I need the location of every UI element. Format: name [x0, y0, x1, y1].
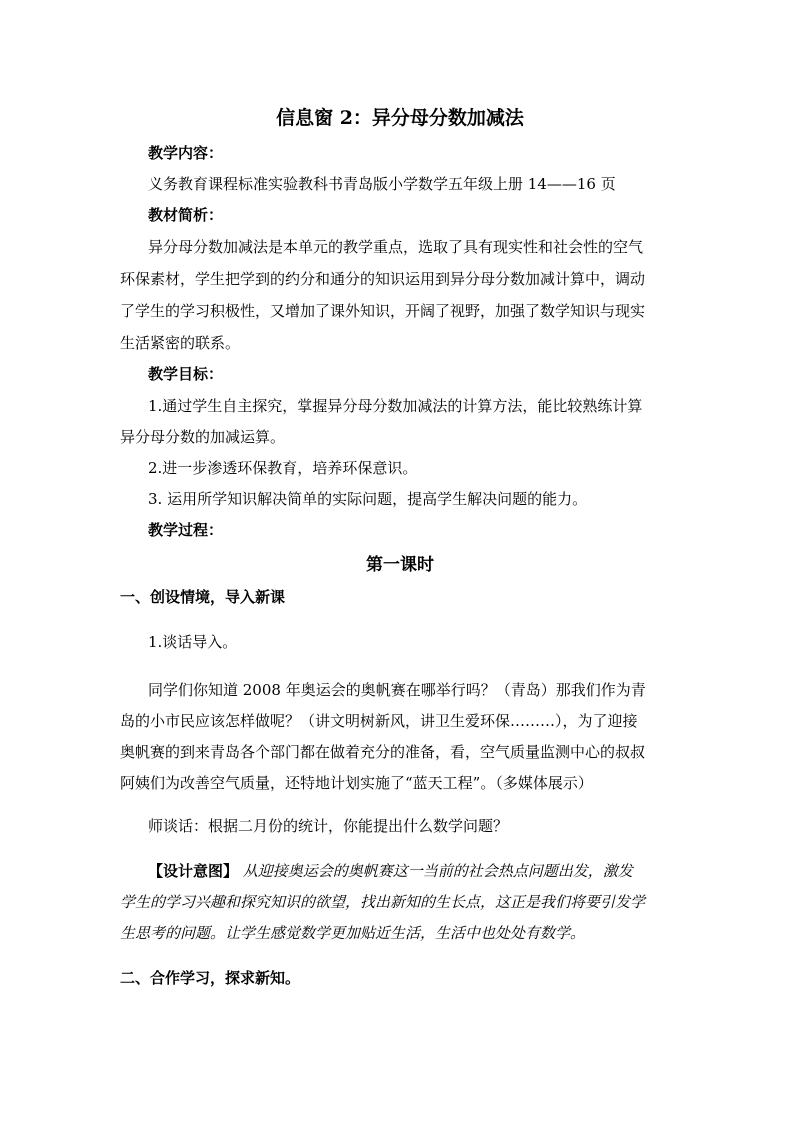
dialog-line: 奥帆赛的到来青岛各个部门都在做着充分的准备，看，空气质量监测中心的叔叔 [120, 743, 646, 761]
analysis-line: 了学生的学习积极性，又增加了课外知识，开阔了视野，加强了数学知识与现实 [120, 302, 646, 320]
analysis-line: 环保素材，学生把学到的约分和通分的知识运用到异分母分数加减计算中，调动 [120, 270, 646, 288]
goal-3: 3. 运用所学知识解决简单的实际问题，提高学生解决问题的能力。 [148, 490, 588, 508]
content-text: 义务教育课程标准实验教科书青岛版小学数学五年级上册 14——16 页 [148, 175, 616, 193]
goals-heading: 教学目标： [148, 365, 224, 383]
design-intent-tag: 【设计意图】 [148, 862, 239, 880]
document-title: 信息窗 2：异分母分数加减法 [276, 107, 524, 129]
design-intent-text: 从迎接奥运会的奥帆赛这一当前的社会热点问题出发，激发 [242, 862, 633, 880]
goal-1-line: 异分母分数的加减运算。 [120, 428, 286, 446]
design-intent-line-1 [148, 861, 708, 881]
dialog-line: 岛的小市民应该怎样做呢？（讲文明树新风，讲卫生爱环保………），为了迎接 [120, 712, 638, 730]
analysis-line: 生活紧密的联系。 [120, 334, 241, 352]
goal-1-line: 1.通过学生自主探究，掌握异分母分数加减法的计算方法，能比较熟练计算 [148, 397, 643, 415]
design-intent-line: 学生的学习兴趣和探究知识的欲望，找出新知的生长点，这正是我们将要引发学 [120, 893, 646, 911]
goal-2: 2.进一步渗透环保教育，培养环保意识。 [148, 459, 418, 477]
process-heading: 教学过程： [148, 521, 224, 539]
analysis-heading: 教材简析： [148, 206, 224, 224]
content-heading: 教学内容： [148, 144, 224, 162]
design-intent-line: 生思考的问题。让学生感觉数学更加贴近生活，生活中也处处有数学。 [120, 924, 586, 942]
dialog-line: 阿姨们为改善空气质量，还特地计划实施了“蓝天工程”。（多媒体展示） [120, 774, 593, 792]
teacher-talk: 师谈话：根据二月份的统计，你能提出什么数学问题？ [148, 817, 509, 835]
analysis-line: 异分母分数加减法是本单元的教学重点，选取了具有现实性和社会性的空气 [148, 238, 644, 256]
dialog-line: 同学们你知道 2008 年奥运会的奥帆赛在哪举行吗？（青岛）那我们作为青 [148, 681, 646, 699]
part-1-heading: 一、创设情境，导入新课 [120, 588, 286, 606]
part-2-heading: 二、合作学习，探求新知。 [120, 969, 301, 987]
lesson-title: 第一课时 [366, 555, 434, 575]
step-1: 1.谈话导入。 [148, 633, 238, 651]
